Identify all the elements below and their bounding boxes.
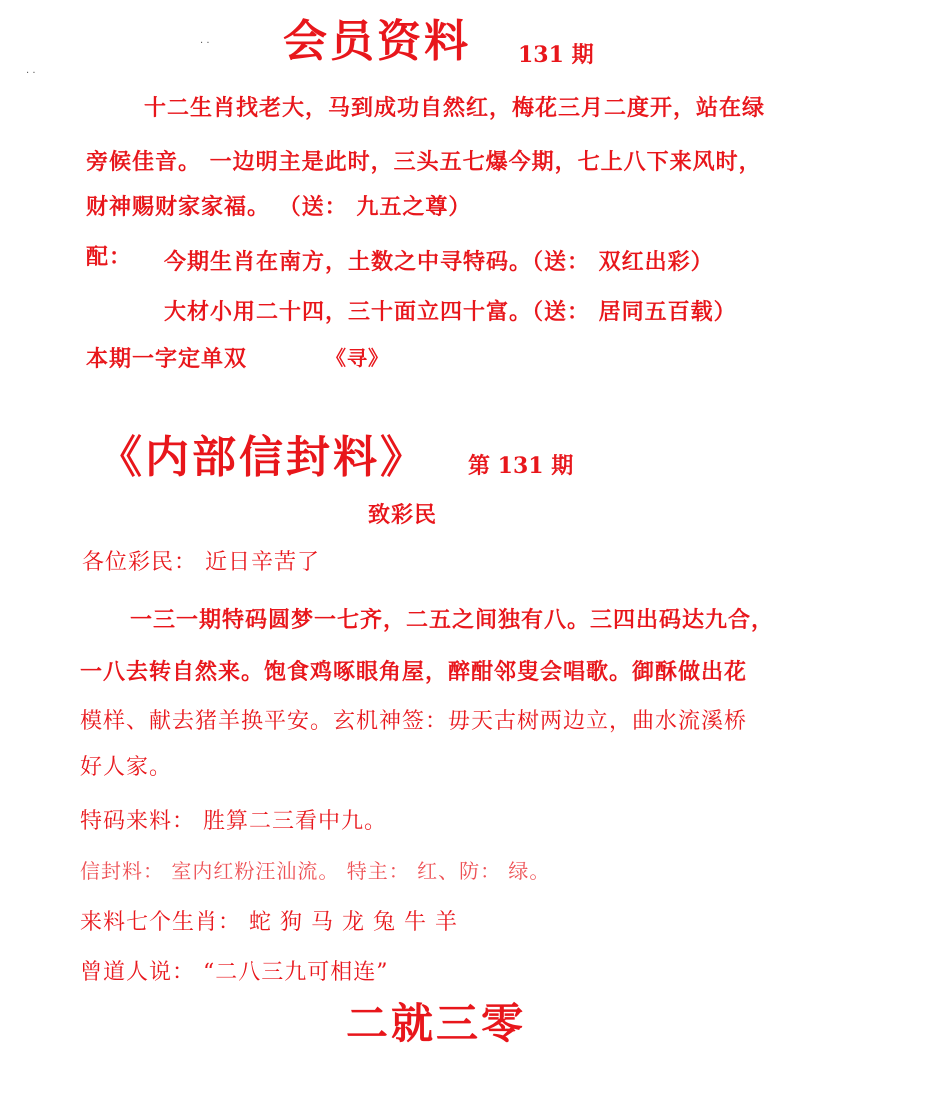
member-para-line-3: 财神赐财家家福。 （送： 九五之尊） (86, 194, 472, 220)
envelope-title: 《内部信封料》 (98, 432, 427, 483)
daoist-saying: 曾道人说： “二八三九可相连” (80, 960, 389, 985)
member-para-line-2: 旁候佳音。 一边明主是此时，三头五七爆今期，七上八下来风时， (86, 149, 762, 175)
member-data-title: 会员资料 (283, 16, 471, 67)
envelope-para-line-1: 一三一期特码圆梦一七齐，二五之间独有八。三四出码达九合， (130, 607, 775, 633)
pei-label: 配： (86, 244, 133, 270)
single-double-label: 本期一字定单双 (86, 346, 248, 372)
envelope-para-line-2: 一八去转自然来。饱食鸡啄眼角屋，醉酣邻叟会唱歌。御酥做出花 (80, 659, 748, 685)
single-double-value: 《寻》 (326, 346, 389, 370)
envelope-para-line-4: 好人家。 (80, 755, 173, 780)
member-para-line-1: 十二生肖找老大，马到成功自然红，梅花三月二度开，站在绿 (144, 95, 766, 121)
scan-dots: · · (26, 68, 36, 79)
pei-line-2: 大材小用二十四，三十面立四十富。（送： 居同五百载） (164, 299, 737, 325)
special-code-line: 特码来料： 胜算二三看中九。 (80, 809, 387, 834)
envelope-material-line: 信封料： 室内红粉汪汕流。 特主： 红、防： 绿。 (80, 859, 551, 883)
member-data-issue: 131 期 (518, 42, 594, 68)
salutation-heading: 致彩民 (368, 502, 438, 528)
envelope-issue: 第 131 期 (468, 453, 574, 479)
pei-line-1: 今期生肖在南方，土数之中寻特码。（送： 双红出彩） (164, 249, 714, 275)
envelope-para-line-3: 模样、献去猪羊换平安。玄机神签：毋天古树两边立，曲水流溪桥 (80, 709, 748, 734)
scan-dots: · · (200, 38, 210, 49)
greeting: 各位彩民： 近日辛苦了 (82, 550, 320, 575)
zodiac-line: 来料七个生肖： 蛇 狗 马 龙 兔 牛 羊 (80, 910, 458, 935)
footer-slogan: 二就三零 (346, 999, 527, 1048)
